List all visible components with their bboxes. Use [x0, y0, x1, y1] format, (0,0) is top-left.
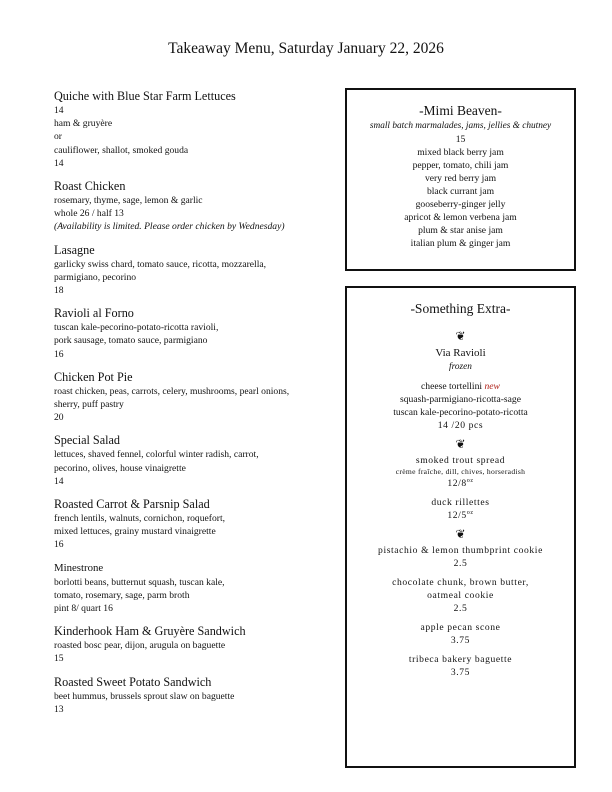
item-desc: lettuces, shaved fennel, colorful winter radish, carrot, [54, 449, 259, 461]
item-desc: beet hummus, brussels sprout slaw on baguette [54, 690, 235, 702]
menu-item-special-salad [54, 433, 334, 488]
item-price: 14 [54, 157, 64, 169]
menu-item-roast-chicken [54, 179, 334, 234]
flourish-icon: ❦ [455, 329, 466, 343]
jam-item: black currant jam [426, 186, 495, 197]
oz-unit: oz [466, 477, 474, 484]
ravioli-price: 14 /20 pcs [437, 420, 484, 431]
cookie2-name-cont: oatmeal cookie [427, 590, 494, 601]
box-title: -Mimi Beaven- [419, 103, 502, 118]
item-desc: mixed lettuces, grainy mustard vinaigrette [54, 526, 216, 538]
jam-item: pepper, tomato, chili jam [412, 160, 509, 171]
page-title: Takeaway Menu, Saturday January 22, 2026 [168, 40, 444, 57]
jam-item: plum & star anise jam [418, 225, 503, 236]
item-desc: cauliflower, shallot, smoked gouda [54, 144, 189, 156]
item-desc: pecorino, olives, house vinaigrette [54, 462, 186, 474]
item-name: Roasted Carrot & Parsnip Salad [54, 497, 210, 512]
baguette-price: 3.75 [450, 667, 471, 678]
menu-item-ravioli [54, 306, 334, 361]
item-name: Lasagne [54, 242, 95, 257]
item-note: (Availability is limited. Please order chicken by Wednesday) [54, 221, 285, 233]
trout-desc: crème fraîche, dill, chives, horseradish [395, 467, 526, 476]
item-desc: roasted bosc pear, dijon, arugula on baguette [54, 640, 226, 652]
ravioli-flavor: squash-parmigiano-ricotta-sage [400, 394, 521, 405]
box-price: 15 [455, 134, 466, 145]
item-price: 14 [54, 105, 64, 116]
cookie2-price: 2.5 [453, 603, 468, 614]
via-ravioli-heading: Via Ravioli [435, 347, 486, 359]
item-price: 18 [54, 285, 64, 297]
item-price: 16 [54, 539, 64, 551]
item-price: 16 [54, 348, 64, 360]
duck-price: 12/5 [447, 510, 467, 521]
item-name: Special Salad [54, 433, 120, 448]
item-desc: tomato, rosemary, sage, parm broth [54, 589, 190, 601]
cookie1-price: 2.5 [453, 558, 468, 569]
menu-item-carrot-salad [54, 497, 334, 552]
ravioli-flavor: tuscan kale-pecorino-potato-ricotta [393, 407, 528, 418]
jam-item: italian plum & ginger jam [410, 238, 511, 249]
item-desc: garlicky swiss chard, tomato sauce, ricotta, mozzarella, [54, 258, 267, 270]
item-desc: tuscan kale-pecorino-potato-ricotta ravioli, [54, 322, 219, 334]
baguette-name: tribeca bakery baguette [408, 654, 513, 665]
flourish-icon: ❦ [455, 437, 466, 451]
menu-list [54, 89, 334, 725]
item-price: 14 [54, 475, 64, 487]
trout-name: smoked trout spread [415, 455, 506, 466]
tortellini-line [347, 380, 574, 393]
item-desc: parmigiano, pecorino [54, 271, 137, 283]
item-name: Ravioli al Forno [54, 306, 134, 321]
item-desc: or [54, 131, 62, 143]
cookie2-name: chocolate chunk, brown butter, [392, 577, 529, 588]
item-desc: ham & gruyère [54, 118, 113, 130]
item-name: Roast Chicken [54, 179, 126, 194]
item-name: Roasted Sweet Potato Sandwich [54, 674, 212, 689]
item-desc: rosemary, thyme, sage, lemon & garlic [54, 195, 203, 207]
jam-item: very red berry jam [424, 173, 497, 184]
item-price: 15 [54, 653, 64, 665]
new-badge: new [484, 381, 500, 392]
item-desc: borlotti beans, butternut squash, tuscan kale, [54, 576, 225, 588]
item-name: Quiche with Blue Star Farm Lettuces [54, 89, 236, 103]
jam-item: mixed black berry jam [417, 147, 504, 158]
item-desc: french lentils, walnuts, cornichon, roquefort, [54, 513, 226, 525]
item-name: Kinderhook Ham & Gruyère Sandwich [54, 624, 246, 639]
something-extra-box [345, 286, 576, 768]
tortellini-name: cheese tortellini [421, 381, 483, 392]
item-name: Minestrone [54, 561, 104, 574]
item-desc: pork sausage, tomato sauce, parmigiano [54, 335, 208, 347]
menu-item-quiche [54, 89, 334, 170]
menu-item-lasagne [54, 243, 334, 298]
trout-price-line [347, 477, 574, 490]
oz-unit: oz [466, 509, 474, 516]
item-name: Chicken Pot Pie [54, 369, 133, 384]
jam-item: apricot & lemon verbena jam [404, 212, 517, 223]
item-price: 20 [54, 412, 64, 424]
menu-item-minestrone [54, 561, 334, 616]
box-title: -Something Extra- [410, 301, 511, 316]
item-price: whole 26 / half 13 [54, 208, 124, 220]
menu-item-pot-pie [54, 370, 334, 425]
mimi-beaven-box [345, 88, 576, 271]
item-price: pint 8/ quart 16 [54, 603, 113, 615]
duck-price-line [347, 509, 574, 522]
trout-price: 12/8 [447, 478, 467, 489]
item-price: 13 [54, 703, 64, 715]
menu-item-sweet-potato-sandwich [54, 675, 334, 716]
duck-name: duck rillettes [431, 497, 490, 508]
jam-item: gooseberry-ginger jelly [415, 199, 506, 210]
scone-price: 3.75 [450, 635, 471, 646]
item-desc: sherry, puff pastry [54, 399, 124, 411]
cookie1-name: pistachio & lemon thumbprint cookie [378, 545, 543, 556]
scone-name: apple pecan scone [420, 622, 501, 633]
box-subtitle: small batch marmalades, jams, jellies & chutney [369, 121, 552, 131]
menu-item-ham-sandwich [54, 624, 334, 665]
flourish-icon: ❦ [455, 527, 466, 541]
frozen-label: frozen [449, 362, 472, 372]
item-desc: roast chicken, peas, carrots, celery, mushrooms, pearl onions, [54, 385, 290, 397]
